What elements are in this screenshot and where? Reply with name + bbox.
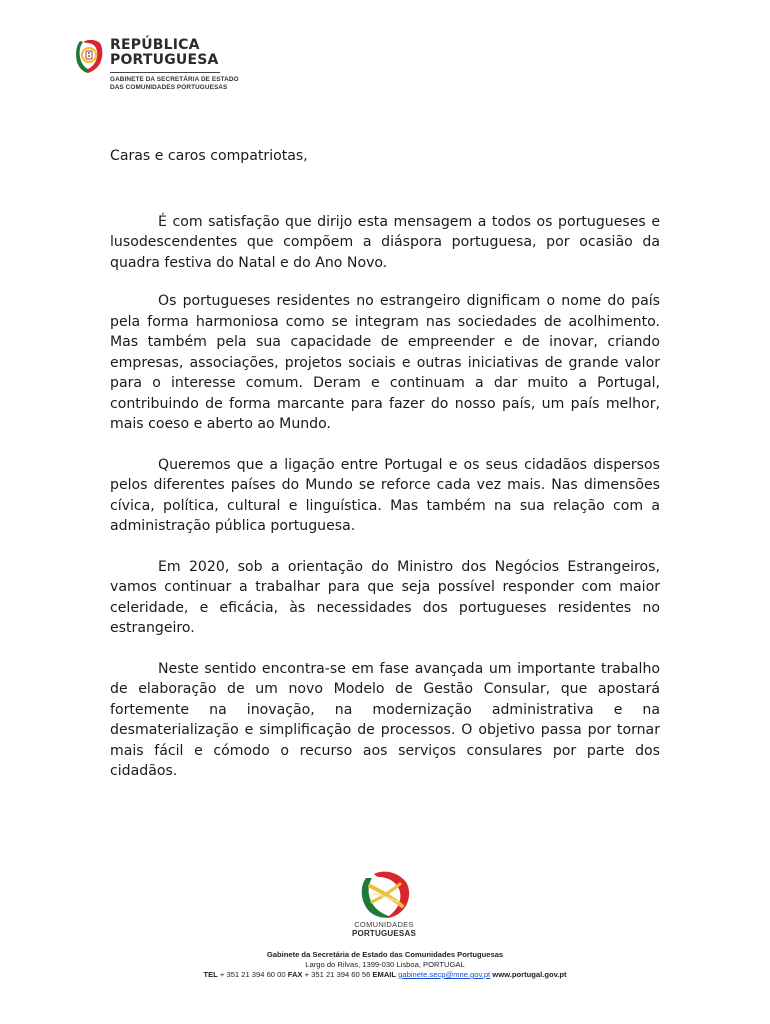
portugal-crest-icon xyxy=(74,38,104,74)
footer-office: Gabinete da Secretária de Estado das Comunidades Portuguesas xyxy=(266,950,504,959)
paragraph-1: É com satisfação que dirijo esta mensagem a todos os portugueses e lusodescendentes que compõem a diáspora portuguesa, por ocasião da quadra festiva do Natal e do Ano Novo. xyxy=(110,213,660,271)
salutation: Caras e caros compatriotas, xyxy=(110,148,308,164)
paragraph-2: Os portugueses residentes no estrangeiro dignificam o nome do país pela forma harmoniosa como se integram nas sociedades de acolhimento. Mas também pela sua capacidade de empreender e de inovar, criando empresas, associações, projetos sociais e outras iniciativas de grande valor para o interesse comum. Deram e continuam a dar muito a Portugal, contribuindo de forma marcante para fazer do nosso país, um país melhor, mais coeso e aberto ao Mundo. xyxy=(110,293,660,432)
footer-contact xyxy=(120,950,650,980)
tel-value: + 351 21 394 60 00 xyxy=(219,970,286,979)
comunidades-emblem-icon xyxy=(356,868,412,920)
paragraph-5: Neste sentido encontra-se em fase avançada um importante trabalho de elaboração de um novo Modelo de Gestão Consular, que apostará fortemente na inovação, na modernização administrativa e na desmaterialização e simplificação de processos. O objetivo passa por tornar mais fácil e cómodo o recurso aos serviços consulares por parte dos cidadãos. xyxy=(110,660,660,779)
paragraph-4: Em 2020, sob a orientação do Ministro dos Negócios Estrangeiros, vamos continuar a trabalhar para que seja possível responder com maior celeridade, e eficácia, às necessidades dos portugueses residentes no estrangeiro. xyxy=(110,558,660,636)
logo-comunidades-text: COMUNIDADES xyxy=(354,920,414,929)
website-link[interactable]: www.portugal.gov.pt xyxy=(492,970,567,979)
footer-address: Largo do Rilvas, 1399-030 Lisboa, PORTUGAL xyxy=(305,960,465,969)
gabinete-line-1: GABINETE DA SECRETÁRIA DE ESTADO xyxy=(110,76,239,83)
letter-body xyxy=(110,140,660,782)
portuguesa-text: PORTUGUESA xyxy=(110,52,219,68)
tel-label: TEL xyxy=(203,970,218,979)
fax-label: FAX xyxy=(287,970,303,979)
logo-portuguesas-text: PORTUGUESAS xyxy=(352,929,416,938)
footer-contact-line xyxy=(120,970,650,980)
email-link[interactable]: gabinete.secp@mne.gov.pt xyxy=(398,970,491,979)
gabinete-line-2: DAS COMUNIDADES PORTUGUESAS xyxy=(110,84,228,91)
paragraph-3: Queremos que a ligação entre Portugal e os seus cidadãos dispersos pelos diferentes países do Mundo se reforce cada vez mais. Nas dimensões cívica, política, cultural e linguística. Mas também na sua relação com a administração pública portuguesa. xyxy=(110,456,660,534)
comunidades-logo xyxy=(344,868,424,943)
republica-text: REPÚBLICA xyxy=(110,37,200,53)
email-label: EMAIL xyxy=(372,970,397,979)
letterhead xyxy=(74,36,314,96)
letterhead-divider xyxy=(110,72,220,73)
fax-value: + 351 21 394 60 56 xyxy=(304,970,371,979)
